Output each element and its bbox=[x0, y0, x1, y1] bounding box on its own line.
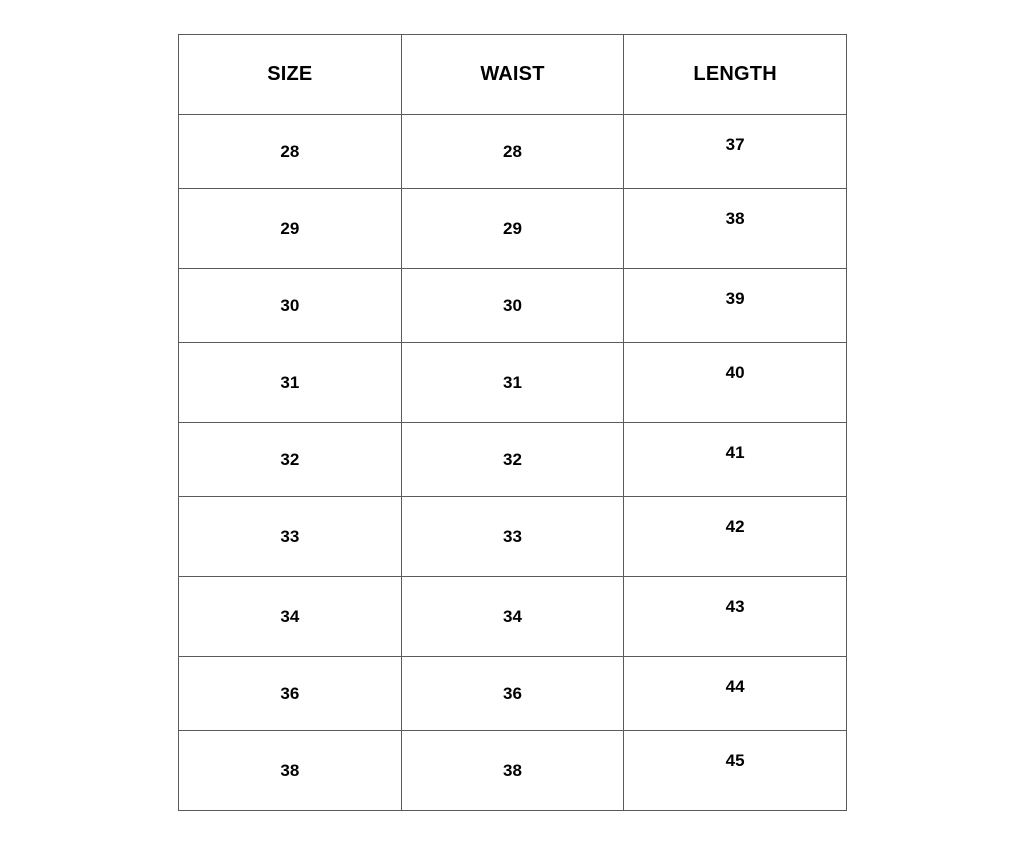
cell-size: 32 bbox=[179, 423, 402, 497]
cell-length: 45 bbox=[624, 731, 847, 811]
cell-waist: 34 bbox=[401, 577, 624, 657]
cell-size: 38 bbox=[179, 731, 402, 811]
cell-size: 30 bbox=[179, 269, 402, 343]
cell-waist: 28 bbox=[401, 115, 624, 189]
cell-length: 44 bbox=[624, 657, 847, 731]
size-chart-table bbox=[178, 34, 847, 811]
table-row bbox=[179, 657, 847, 731]
cell-length: 39 bbox=[624, 269, 847, 343]
table-row bbox=[179, 269, 847, 343]
cell-waist: 36 bbox=[401, 657, 624, 731]
cell-length: 43 bbox=[624, 577, 847, 657]
cell-size: 28 bbox=[179, 115, 402, 189]
table-header bbox=[179, 35, 847, 115]
table-row bbox=[179, 497, 847, 577]
cell-length: 37 bbox=[624, 115, 847, 189]
cell-size: 31 bbox=[179, 343, 402, 423]
table-row bbox=[179, 189, 847, 269]
cell-waist: 32 bbox=[401, 423, 624, 497]
cell-length: 38 bbox=[624, 189, 847, 269]
cell-size: 29 bbox=[179, 189, 402, 269]
table-row bbox=[179, 731, 847, 811]
cell-length: 42 bbox=[624, 497, 847, 577]
table-row bbox=[179, 343, 847, 423]
table-row bbox=[179, 577, 847, 657]
cell-size: 36 bbox=[179, 657, 402, 731]
cell-waist: 31 bbox=[401, 343, 624, 423]
table-row bbox=[179, 423, 847, 497]
cell-size: 34 bbox=[179, 577, 402, 657]
cell-size: 33 bbox=[179, 497, 402, 577]
cell-length: 40 bbox=[624, 343, 847, 423]
header-length: LENGTH bbox=[624, 35, 847, 115]
header-waist: WAIST bbox=[401, 35, 624, 115]
cell-waist: 30 bbox=[401, 269, 624, 343]
cell-waist: 38 bbox=[401, 731, 624, 811]
cell-length: 41 bbox=[624, 423, 847, 497]
table-row bbox=[179, 115, 847, 189]
header-row bbox=[179, 35, 847, 115]
table-body bbox=[179, 115, 847, 811]
header-size: SIZE bbox=[179, 35, 402, 115]
cell-waist: 33 bbox=[401, 497, 624, 577]
cell-waist: 29 bbox=[401, 189, 624, 269]
